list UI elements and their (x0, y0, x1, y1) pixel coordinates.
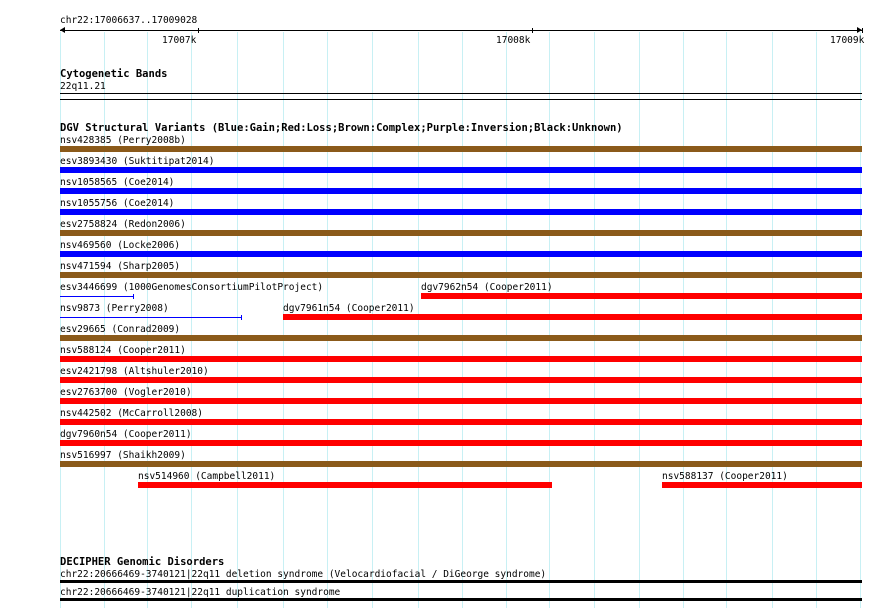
dgv-item-label[interactable]: nsv588137 (Cooper2011) (662, 471, 788, 482)
dgv-item-bar[interactable] (60, 419, 862, 425)
gridline (549, 32, 550, 608)
dgv-item-label[interactable]: esv2421798 (Altshuler2010) (60, 366, 209, 377)
dgv-item-label[interactable]: dgv7962n54 (Cooper2011) (421, 282, 553, 293)
gridline (283, 32, 284, 608)
dgv-item-bar[interactable] (60, 188, 862, 194)
ruler-tick-label: 17009k (830, 35, 865, 46)
dgv-item-label[interactable]: nsv471594 (Sharp2005) (60, 261, 181, 272)
dgv-item-label[interactable]: dgv7961n54 (Cooper2011) (283, 303, 415, 314)
dgv-item-label[interactable]: esv29665 (Conrad2009) (60, 324, 181, 335)
dgv-item-bar[interactable] (60, 272, 862, 278)
dgv-item-bar-end (133, 294, 134, 299)
gridline (772, 32, 773, 608)
gridline (191, 32, 192, 608)
dgv-item-label[interactable]: nsv1055756 (Coe2014) (60, 198, 175, 209)
dgv-item-label[interactable]: nsv469560 (Locke2006) (60, 240, 181, 251)
gridline (60, 32, 61, 608)
dgv-item-label[interactable]: esv2763700 (Vogler2010) (60, 387, 192, 398)
decipher-track-title[interactable]: DECIPHER Genomic Disorders (60, 556, 225, 568)
gridline (327, 32, 328, 608)
cytoband-track-title[interactable]: Cytogenetic Bands (60, 68, 168, 80)
gridline (594, 32, 595, 608)
dgv-item-bar[interactable] (60, 251, 862, 257)
dgv-item-label[interactable]: nsv442502 (McCarroll2008) (60, 408, 203, 419)
ruler-tick-label: 17008k (496, 35, 531, 46)
dgv-item-bar[interactable] (283, 314, 862, 320)
gridline (860, 32, 861, 608)
dgv-track-title[interactable]: DGV Structural Variants (Blue:Gain;Red:Loss;Brown:Complex;Purple:Inversion;Black:Unknown) (60, 122, 623, 134)
gridline (726, 32, 727, 608)
dgv-item-bar[interactable] (60, 377, 862, 383)
gridline (506, 32, 507, 608)
cytoband-label: 22q11.21 (60, 81, 106, 92)
gridline (639, 32, 640, 608)
ruler-tick-label: 17007k (162, 35, 197, 46)
dgv-item-bar[interactable] (60, 146, 862, 152)
ruler-tick (532, 28, 533, 33)
ruler-left-arrow-icon (60, 27, 65, 33)
decipher-item-label[interactable]: chr22:20666469-3740121|22q11 duplication syndrome (60, 587, 341, 598)
dgv-item-label[interactable]: esv2758824 (Redon2006) (60, 219, 186, 230)
dgv-item-label[interactable]: nsv9873 (Perry2008) (60, 303, 169, 314)
dgv-item-bar[interactable] (60, 398, 862, 404)
dgv-item-bar[interactable] (60, 335, 862, 341)
gridline (683, 32, 684, 608)
ruler-position-label: chr22:17006637..17009028 (60, 15, 198, 26)
dgv-item-bar[interactable] (60, 440, 862, 446)
cytoband-line-bottom[interactable] (60, 99, 862, 100)
dgv-item-bar[interactable] (60, 356, 862, 362)
dgv-item-bar[interactable] (60, 209, 862, 215)
dgv-item-bar[interactable] (662, 482, 862, 488)
dgv-item-label[interactable]: nsv428385 (Perry2008b) (60, 135, 186, 146)
dgv-item-bar[interactable] (60, 230, 862, 236)
cytoband-line-top (60, 93, 862, 94)
dgv-item-label[interactable]: nsv516997 (Shaikh2009) (60, 450, 186, 461)
dgv-item-label[interactable]: nsv514960 (Campbell2011) (138, 471, 276, 482)
dgv-item-bar[interactable] (60, 296, 133, 297)
ruler-axis (60, 30, 862, 31)
dgv-item-bar[interactable] (60, 317, 241, 318)
dgv-item-label[interactable]: dgv7960n54 (Cooper2011) (60, 429, 192, 440)
gridline (237, 32, 238, 608)
gridline (418, 32, 419, 608)
dgv-item-label[interactable]: esv3446699 (1000GenomesConsortiumPilotProject) (60, 282, 324, 293)
ruler-tick (862, 28, 863, 33)
gridline (372, 32, 373, 608)
dgv-item-bar[interactable] (421, 293, 862, 299)
gridline (147, 32, 148, 608)
gridline (462, 32, 463, 608)
dgv-item-label[interactable]: esv3893430 (Suktitipat2014) (60, 156, 215, 167)
dgv-item-bar[interactable] (60, 167, 862, 173)
gridline (816, 32, 817, 608)
decipher-item-bar[interactable] (60, 598, 862, 601)
dgv-item-bar-end (241, 315, 242, 320)
dgv-item-label[interactable]: nsv1058565 (Coe2014) (60, 177, 175, 188)
decipher-item-label[interactable]: chr22:20666469-3740121|22q11 deletion syndrome (Velocardiofacial / DiGeorge syndrome) (60, 569, 547, 580)
dgv-item-bar[interactable] (60, 461, 862, 467)
dgv-item-label[interactable]: nsv588124 (Cooper2011) (60, 345, 186, 356)
gridline (104, 32, 105, 608)
dgv-item-bar[interactable] (138, 482, 552, 488)
ruler-tick (198, 28, 199, 33)
decipher-item-bar[interactable] (60, 580, 862, 583)
